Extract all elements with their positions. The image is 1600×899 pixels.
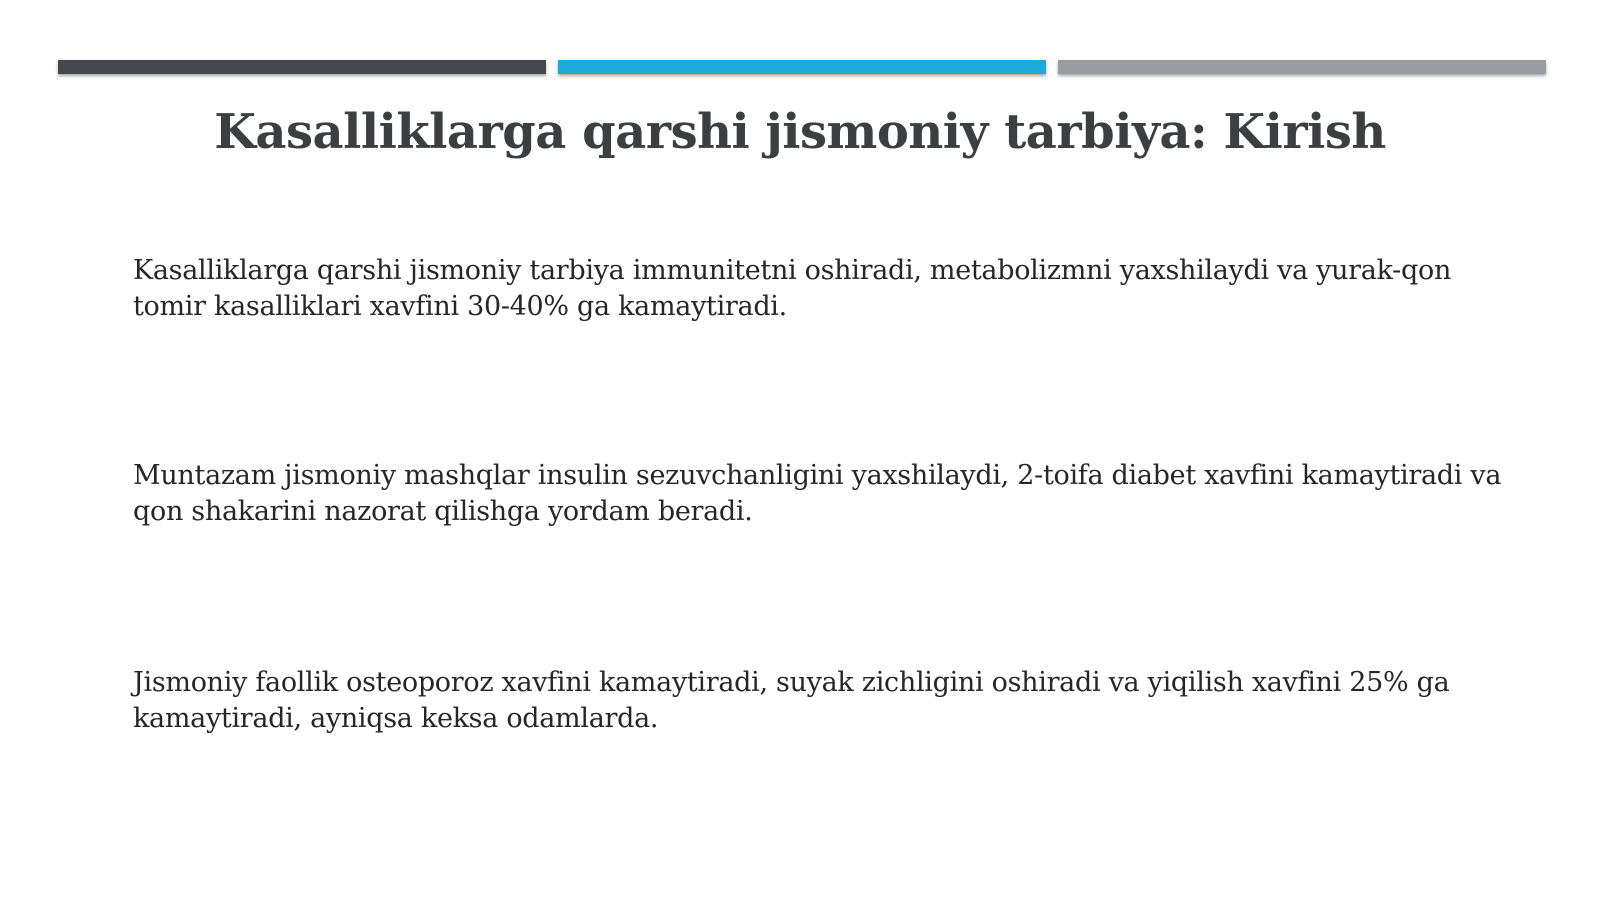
body-paragraph: Muntazam jismoniy mashqlar insulin sezuvchanligini yaxshilaydi, 2-toifa diabet xavfini kamaytiradi va qon shakarini nazorat qilishga yordam beradi.: [133, 460, 1502, 527]
accent-bar-gray: [1058, 60, 1546, 74]
accent-bar-dark: [58, 60, 546, 74]
slide-title: Kasalliklarga qarshi jismoniy tarbiya: Kirish: [214, 104, 1386, 160]
body-paragraph: Kasalliklarga qarshi jismoniy tarbiya immunitetni oshiradi, metabolizmni yaxshilaydi va yurak-qon tomir kasalliklari xavfini 30-40% ga kamaytiradi.: [133, 255, 1452, 322]
accent-bar-blue: [558, 60, 1046, 74]
body-paragraph: Jismoniy faollik osteoporoz xavfini kamaytiradi, suyak zichligini oshiradi va yiqilish xavfini 25% ga kamaytiradi, ayniqsa keksa odamlarda.: [133, 667, 1450, 734]
